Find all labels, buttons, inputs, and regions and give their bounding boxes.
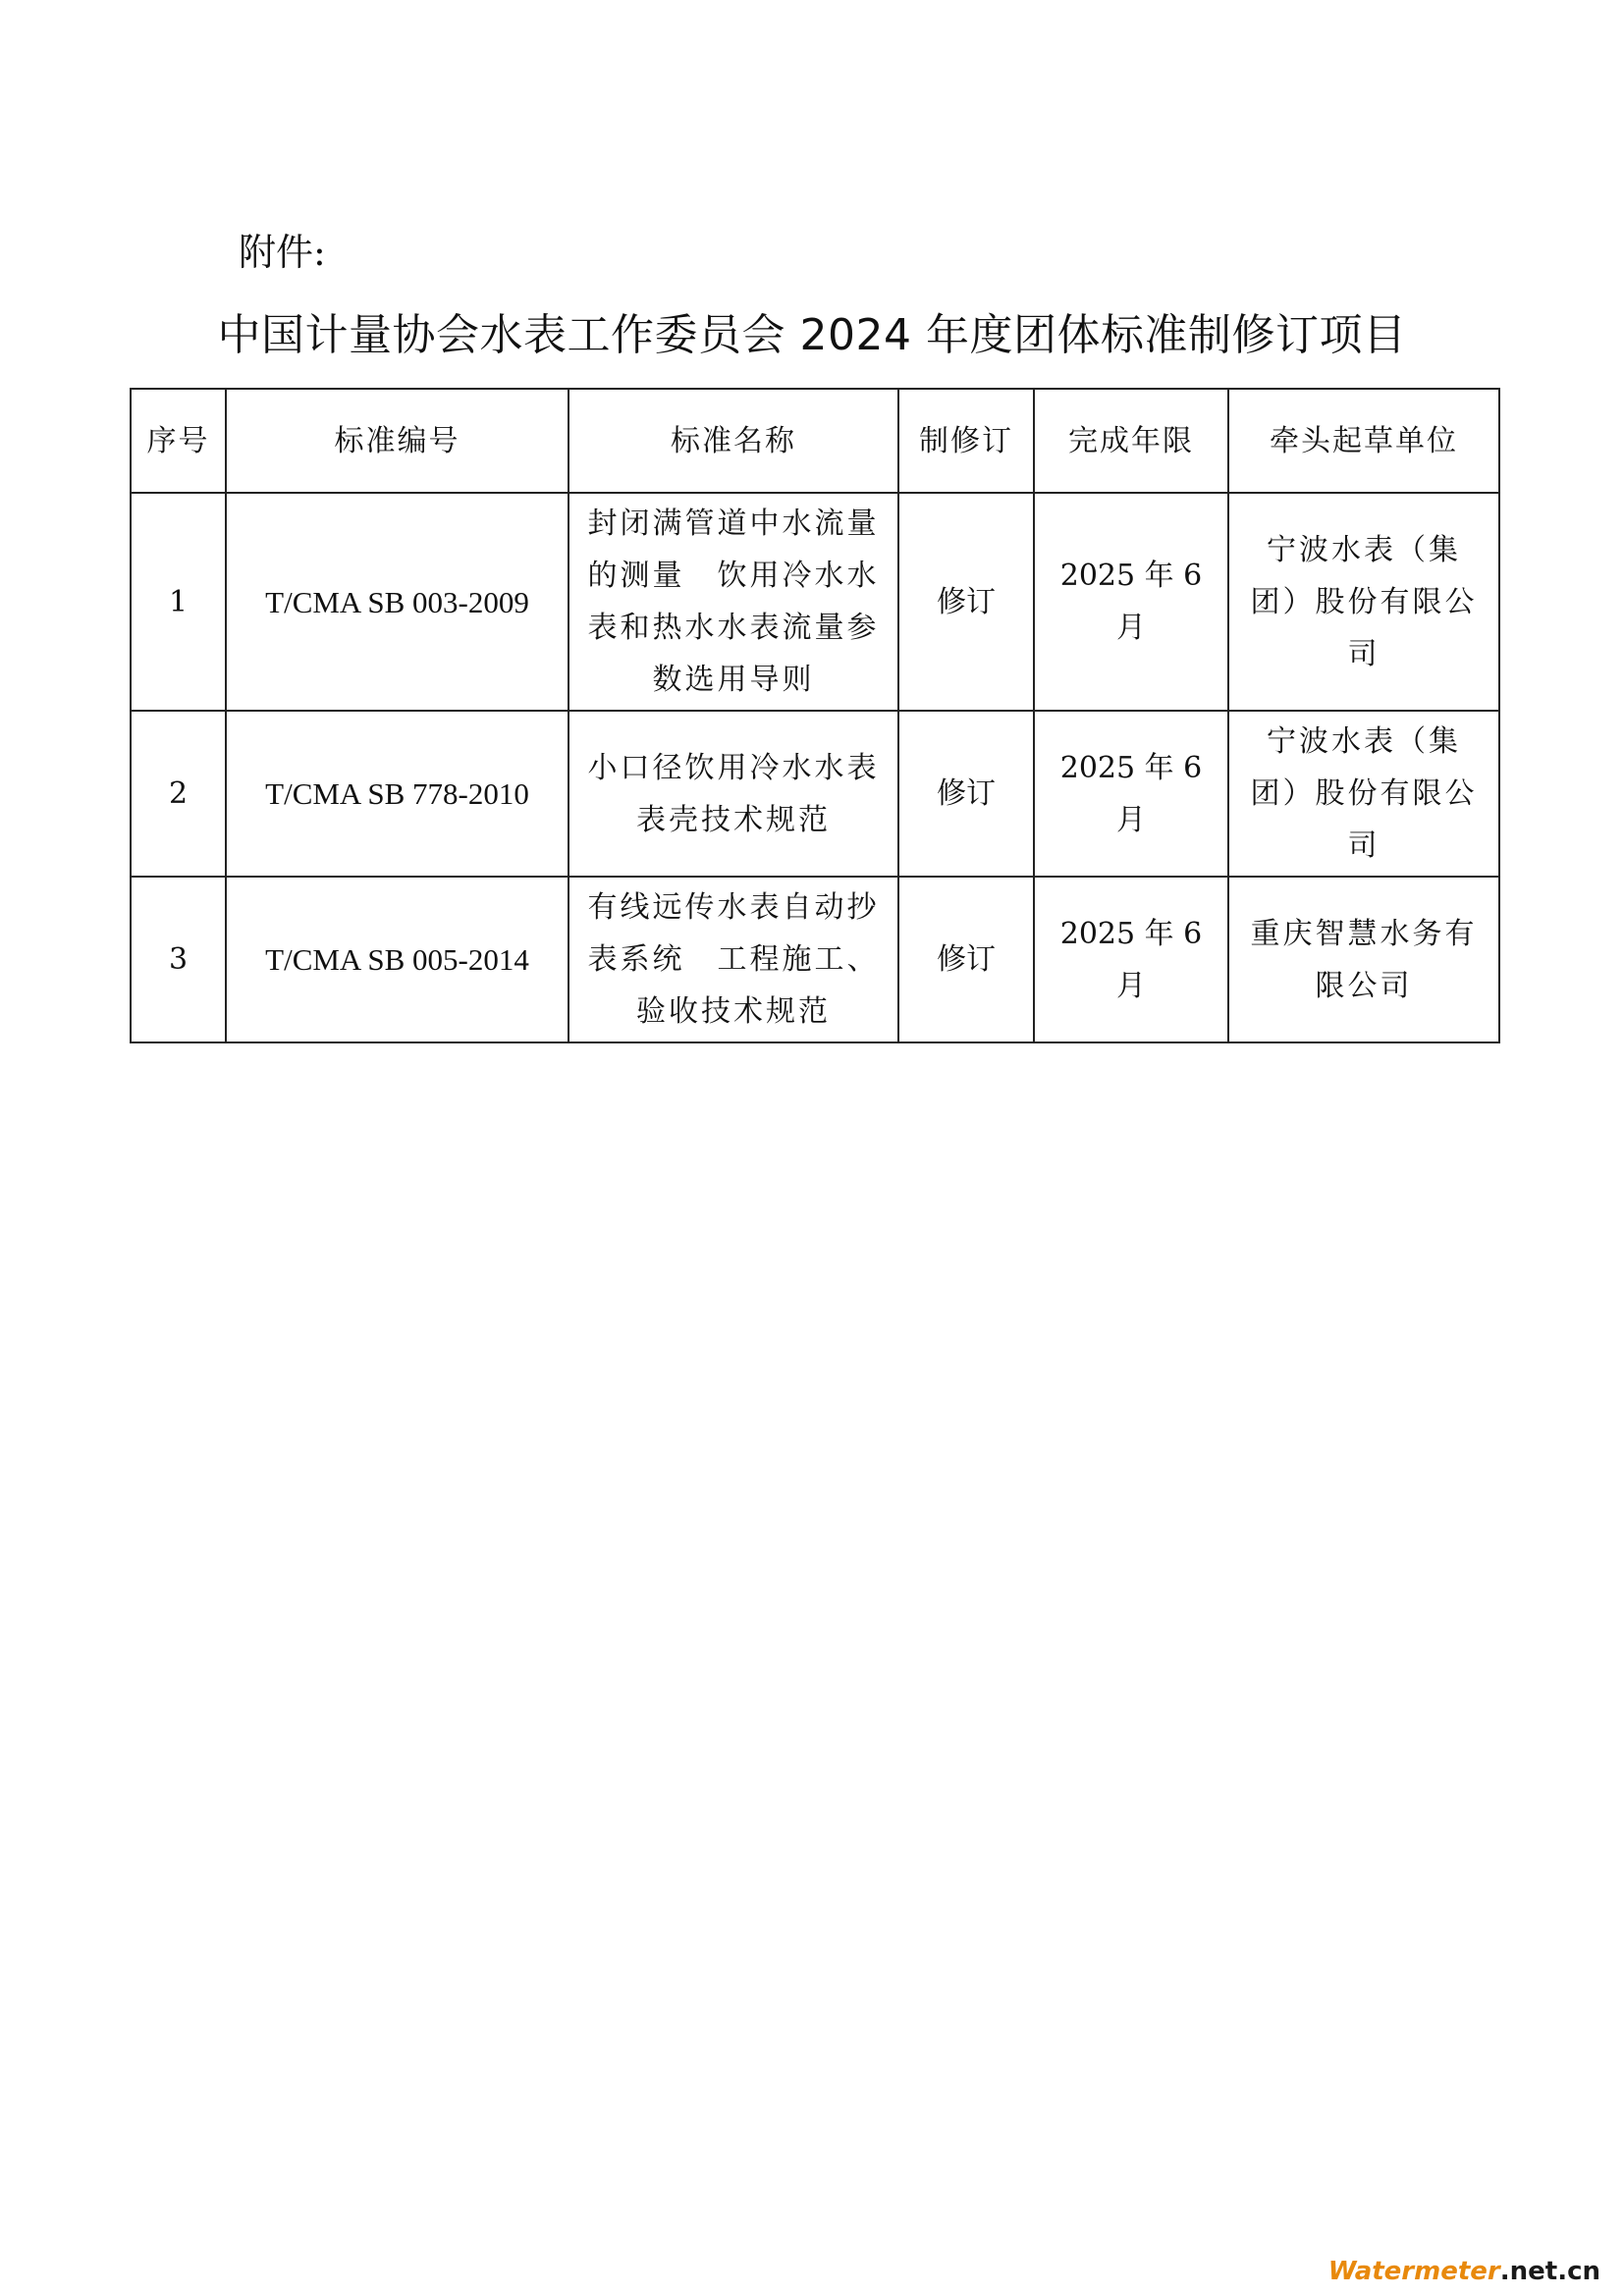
attachment-label: 附件: bbox=[239, 231, 326, 274]
header-no: 序号 bbox=[131, 389, 226, 493]
document-title: 中国计量协会水表工作委员会 2024 年度团体标准制修订项目 bbox=[217, 310, 1407, 360]
header-name: 标准名称 bbox=[568, 389, 898, 493]
cell-code: T/CMA SB 003-2009 bbox=[226, 493, 568, 711]
cell-no: 3 bbox=[131, 877, 226, 1042]
header-deadline: 完成年限 bbox=[1034, 389, 1228, 493]
cell-type: 修订 bbox=[898, 877, 1034, 1042]
cell-code: T/CMA SB 005-2014 bbox=[226, 877, 568, 1042]
standards-table bbox=[130, 388, 1500, 1043]
header-type: 制修订 bbox=[898, 389, 1034, 493]
cell-deadline: 2025 年 6 月 bbox=[1034, 493, 1228, 711]
cell-name: 小口径饮用冷水水表表壳技术规范 bbox=[568, 711, 898, 877]
cell-code: T/CMA SB 778-2010 bbox=[226, 711, 568, 877]
cell-no: 1 bbox=[131, 493, 226, 711]
cell-type: 修订 bbox=[898, 493, 1034, 711]
table-row bbox=[131, 877, 1499, 1042]
site-watermark bbox=[1328, 2257, 1600, 2286]
watermark-domain: .net.cn bbox=[1499, 2257, 1600, 2286]
watermark-brand: Watermeter bbox=[1327, 2257, 1500, 2286]
cell-unit: 宁波水表（集团）股份有限公司 bbox=[1228, 711, 1499, 877]
table-row bbox=[131, 711, 1499, 877]
cell-name: 有线远传水表自动抄表系统 工程施工、验收技术规范 bbox=[568, 877, 898, 1042]
cell-deadline: 2025 年 6 月 bbox=[1034, 877, 1228, 1042]
cell-no: 2 bbox=[131, 711, 226, 877]
table-header-row bbox=[131, 389, 1499, 493]
cell-unit: 重庆智慧水务有限公司 bbox=[1228, 877, 1499, 1042]
header-unit: 牵头起草单位 bbox=[1228, 389, 1499, 493]
cell-deadline: 2025 年 6 月 bbox=[1034, 711, 1228, 877]
cell-type: 修订 bbox=[898, 711, 1034, 877]
cell-name: 封闭满管道中水流量的测量 饮用冷水水表和热水水表流量参数选用导则 bbox=[568, 493, 898, 711]
header-code: 标准编号 bbox=[226, 389, 568, 493]
cell-unit: 宁波水表（集团）股份有限公司 bbox=[1228, 493, 1499, 711]
table-row bbox=[131, 493, 1499, 711]
